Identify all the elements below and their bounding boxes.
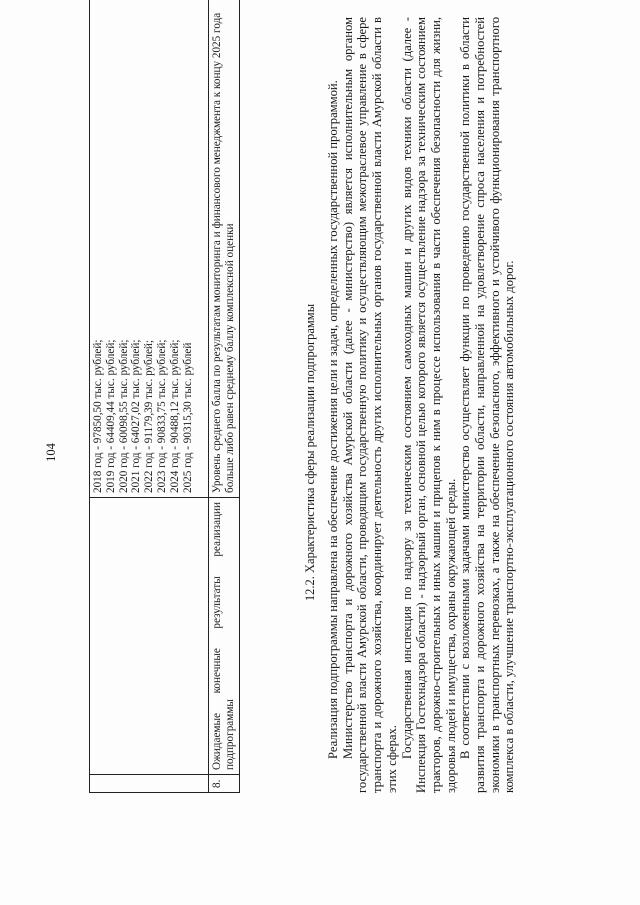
funding-line: 2018 год - 97850,50 тыс. рублей; [92,339,104,493]
table-row [90,0,209,793]
table-cell-empty [90,498,209,775]
paragraph: Реализация подпрограммы направлена на обеспечение достижения цели и задач, определенных государственной программой. [326,80,340,759]
paragraph: В соответствии с возложенными задачами министерство осуществляет функции по проведению государственной политики в области развития транспорта и дорожного хозяйства на территории области, направленной на удовлетворение спроса населения и потребностей экономики в транспортных перевозках, а также на обеспечение безопасного, эффективного и устойчивого функционирования транспортного комплекса в области, улучшение транспортно-эксплуатационного состояния автомобильных дорог. [458,17,517,793]
funding-line: 2024 год - 90488,12 тыс. рублей; [168,339,181,493]
page-number: 104 [44,443,58,462]
body-text [326,17,517,793]
funding-cell [90,0,209,498]
row-value: Уровень среднего балла по результатам мониторинга и финансового менеджмента к концу 2025 года больше либо равен среднему баллу комплексной оценки [209,0,240,498]
section-title: 12.2. Характеристика сферы реализации подпрограммы [303,303,317,602]
paragraph: Государственная инспекция по надзору за техническим состоянием самоходных машин и других видов техники области (далее - Инспекция Гостехнадзора области) - надзорный орган, основной целью которого является осуществление надзора за техническим состоянием тракторов, дорожно-строительных и иных машин и прицепов к ним в процессе использования в части обеспечения безопасности для жизни, здоровья людей и имущества, охраны окружающей среды. [399,17,458,793]
row-label: Ожидаемые конечные результаты реализации подпрограммы [209,498,240,775]
paragraph: Министерство транспорта и дорожного хозяйства Амурской области (далее - министерство) является исполнительным органом государственной власти Амурской области, проводящим государственную политику и осуществляющим межотраслевое управление в сфере транспорта и дорожного хозяйства, координирует деятельность других исполнительных органов государственной власти Амурской области в этих сферах. [340,17,399,793]
funding-line: 2023 год - 90833,75 тыс. рублей; [155,339,168,493]
funding-line: 2022 год - 91179,39 тыс. рублей; [143,339,156,493]
row-number: 8. [209,775,240,793]
passport-table [89,0,240,793]
table-row [209,0,240,793]
funding-line: 2020 год - 60098,55 тыс. рублей; [117,339,130,493]
funding-line: 2025 год - 90315,30 тыс. рублей [181,342,194,493]
table-cell-empty [90,775,209,793]
funding-line: 2019 год - 64409,44 тыс. рублей; [104,339,117,493]
funding-line: 2021 год - 64027,02 тыс. рублей; [130,339,143,493]
